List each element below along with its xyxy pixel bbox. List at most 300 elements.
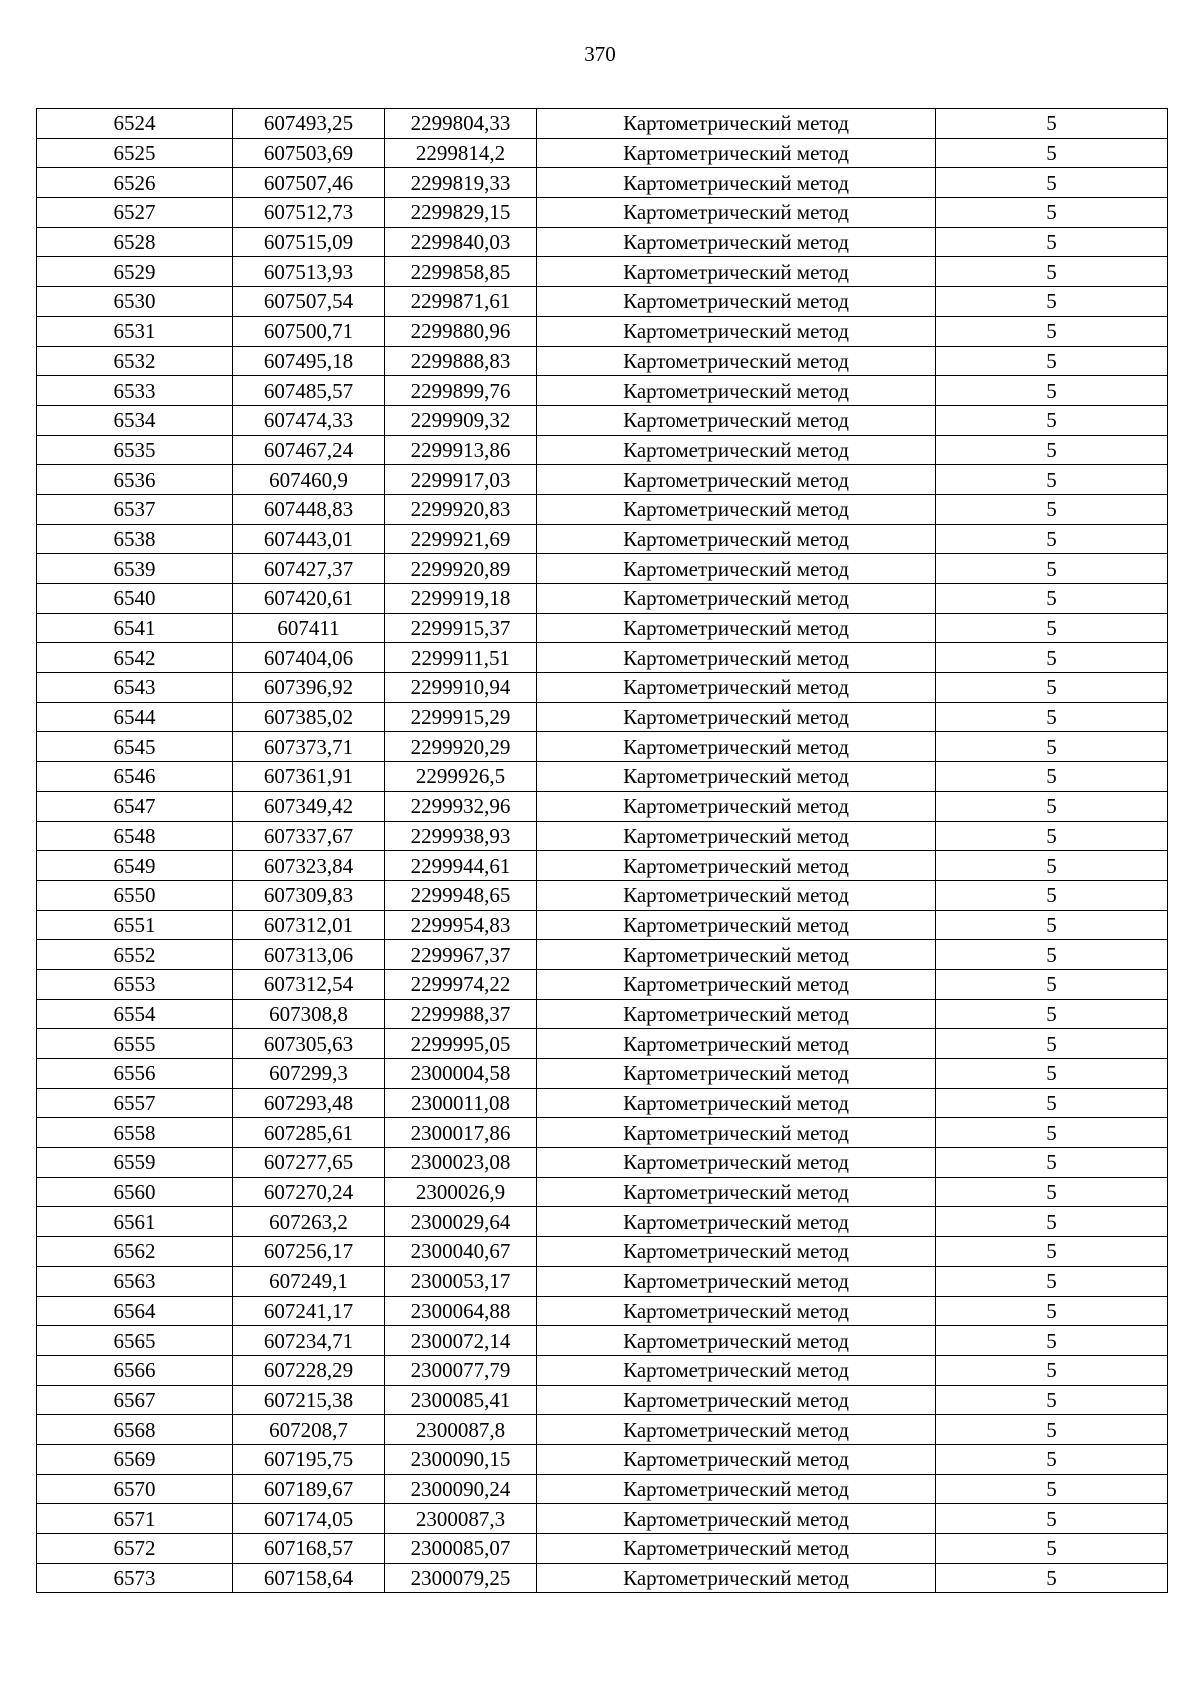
- method-cell: Картометрический метод: [537, 554, 936, 584]
- y-coordinate-cell: 2299921,69: [385, 524, 537, 554]
- y-coordinate-cell: 2300087,3: [385, 1504, 537, 1534]
- y-coordinate-cell: 2299814,2: [385, 138, 537, 168]
- point-number-cell: 6565: [37, 1326, 233, 1356]
- y-coordinate-cell: 2300004,58: [385, 1059, 537, 1089]
- accuracy-cell: 5: [936, 1385, 1168, 1415]
- table-row: [37, 613, 1168, 643]
- x-coordinate-cell: 607263,2: [233, 1207, 385, 1237]
- point-number-cell: 6543: [37, 673, 233, 703]
- x-coordinate-cell: 607500,71: [233, 316, 385, 346]
- point-number-cell: 6529: [37, 257, 233, 287]
- x-coordinate-cell: 607493,25: [233, 109, 385, 139]
- point-number-cell: 6559: [37, 1148, 233, 1178]
- table-row: [37, 1088, 1168, 1118]
- point-number-cell: 6572: [37, 1534, 233, 1564]
- x-coordinate-cell: 607228,29: [233, 1355, 385, 1385]
- point-number-cell: 6526: [37, 168, 233, 198]
- table-row: [37, 287, 1168, 317]
- method-cell: Картометрический метод: [537, 1444, 936, 1474]
- table-row: [37, 1385, 1168, 1415]
- table-row: [37, 1355, 1168, 1385]
- point-number-cell: 6535: [37, 435, 233, 465]
- point-number-cell: 6525: [37, 138, 233, 168]
- point-number-cell: 6528: [37, 227, 233, 257]
- table-row: [37, 1266, 1168, 1296]
- x-coordinate-cell: 607361,91: [233, 762, 385, 792]
- y-coordinate-cell: 2300017,86: [385, 1118, 537, 1148]
- method-cell: Картометрический метод: [537, 1563, 936, 1593]
- table-row: [37, 1059, 1168, 1089]
- accuracy-cell: 5: [936, 643, 1168, 673]
- accuracy-cell: 5: [936, 109, 1168, 139]
- table-row: [37, 465, 1168, 495]
- table-row: [37, 821, 1168, 851]
- accuracy-cell: 5: [936, 1059, 1168, 1089]
- x-coordinate-cell: 607293,48: [233, 1088, 385, 1118]
- table-row: [37, 1504, 1168, 1534]
- x-coordinate-cell: 607485,57: [233, 376, 385, 406]
- method-cell: Картометрический метод: [537, 405, 936, 435]
- table-row: [37, 405, 1168, 435]
- x-coordinate-cell: 607308,8: [233, 999, 385, 1029]
- method-cell: Картометрический метод: [537, 1266, 936, 1296]
- point-number-cell: 6538: [37, 524, 233, 554]
- accuracy-cell: 5: [936, 1296, 1168, 1326]
- x-coordinate-cell: 607309,83: [233, 880, 385, 910]
- y-coordinate-cell: 2299858,85: [385, 257, 537, 287]
- x-coordinate-cell: 607337,67: [233, 821, 385, 851]
- point-number-cell: 6570: [37, 1474, 233, 1504]
- x-coordinate-cell: 607305,63: [233, 1029, 385, 1059]
- y-coordinate-cell: 2299954,83: [385, 910, 537, 940]
- point-number-cell: 6571: [37, 1504, 233, 1534]
- table-row: [37, 969, 1168, 999]
- y-coordinate-cell: 2299948,65: [385, 880, 537, 910]
- y-coordinate-cell: 2300023,08: [385, 1148, 537, 1178]
- method-cell: Картометрический метод: [537, 821, 936, 851]
- y-coordinate-cell: 2300079,25: [385, 1563, 537, 1593]
- method-cell: Картометрический метод: [537, 673, 936, 703]
- x-coordinate-cell: 607507,54: [233, 287, 385, 317]
- method-cell: Картометрический метод: [537, 435, 936, 465]
- accuracy-cell: 5: [936, 1415, 1168, 1445]
- accuracy-cell: 5: [936, 138, 1168, 168]
- accuracy-cell: 5: [936, 1029, 1168, 1059]
- x-coordinate-cell: 607277,65: [233, 1148, 385, 1178]
- point-number-cell: 6541: [37, 613, 233, 643]
- x-coordinate-cell: 607411: [233, 613, 385, 643]
- method-cell: Картометрический метод: [537, 732, 936, 762]
- table-row: [37, 138, 1168, 168]
- coordinates-table-body: [37, 109, 1168, 1593]
- x-coordinate-cell: 607467,24: [233, 435, 385, 465]
- point-number-cell: 6553: [37, 969, 233, 999]
- accuracy-cell: 5: [936, 435, 1168, 465]
- accuracy-cell: 5: [936, 1088, 1168, 1118]
- y-coordinate-cell: 2300029,64: [385, 1207, 537, 1237]
- x-coordinate-cell: 607404,06: [233, 643, 385, 673]
- table-row: [37, 1237, 1168, 1267]
- method-cell: Картометрический метод: [537, 702, 936, 732]
- page-number: 370: [584, 42, 616, 66]
- x-coordinate-cell: 607256,17: [233, 1237, 385, 1267]
- y-coordinate-cell: 2299804,33: [385, 109, 537, 139]
- method-cell: Картометрический метод: [537, 1504, 936, 1534]
- x-coordinate-cell: 607270,24: [233, 1177, 385, 1207]
- table-row: [37, 1415, 1168, 1445]
- y-coordinate-cell: 2299920,29: [385, 732, 537, 762]
- accuracy-cell: 5: [936, 1237, 1168, 1267]
- accuracy-cell: 5: [936, 940, 1168, 970]
- table-row: [37, 168, 1168, 198]
- y-coordinate-cell: 2299920,89: [385, 554, 537, 584]
- y-coordinate-cell: 2300053,17: [385, 1266, 537, 1296]
- point-number-cell: 6549: [37, 851, 233, 881]
- x-coordinate-cell: 607168,57: [233, 1534, 385, 1564]
- y-coordinate-cell: 2299840,03: [385, 227, 537, 257]
- point-number-cell: 6531: [37, 316, 233, 346]
- table-row: [37, 227, 1168, 257]
- method-cell: Картометрический метод: [537, 287, 936, 317]
- method-cell: Картометрический метод: [537, 851, 936, 881]
- y-coordinate-cell: 2299910,94: [385, 673, 537, 703]
- accuracy-cell: 5: [936, 584, 1168, 614]
- table-row: [37, 791, 1168, 821]
- method-cell: Картометрический метод: [537, 494, 936, 524]
- table-row: [37, 1177, 1168, 1207]
- y-coordinate-cell: 2300085,41: [385, 1385, 537, 1415]
- x-coordinate-cell: 607503,69: [233, 138, 385, 168]
- y-coordinate-cell: 2299888,83: [385, 346, 537, 376]
- point-number-cell: 6550: [37, 880, 233, 910]
- method-cell: Картометрический метод: [537, 613, 936, 643]
- y-coordinate-cell: 2299917,03: [385, 465, 537, 495]
- point-number-cell: 6545: [37, 732, 233, 762]
- table-row: [37, 1534, 1168, 1564]
- y-coordinate-cell: 2299967,37: [385, 940, 537, 970]
- method-cell: Картометрический метод: [537, 643, 936, 673]
- point-number-cell: 6558: [37, 1118, 233, 1148]
- accuracy-cell: 5: [936, 1474, 1168, 1504]
- y-coordinate-cell: 2300040,67: [385, 1237, 537, 1267]
- accuracy-cell: 5: [936, 287, 1168, 317]
- table-row: [37, 346, 1168, 376]
- point-number-cell: 6564: [37, 1296, 233, 1326]
- accuracy-cell: 5: [936, 1326, 1168, 1356]
- method-cell: Картометрический метод: [537, 1088, 936, 1118]
- accuracy-cell: 5: [936, 494, 1168, 524]
- table-row: [37, 1326, 1168, 1356]
- table-row: [37, 316, 1168, 346]
- point-number-cell: 6540: [37, 584, 233, 614]
- y-coordinate-cell: 2299899,76: [385, 376, 537, 406]
- y-coordinate-cell: 2299988,37: [385, 999, 537, 1029]
- y-coordinate-cell: 2299880,96: [385, 316, 537, 346]
- x-coordinate-cell: 607515,09: [233, 227, 385, 257]
- table-row: [37, 1148, 1168, 1178]
- table-row: [37, 880, 1168, 910]
- method-cell: Картометрический метод: [537, 198, 936, 228]
- table-row: [37, 643, 1168, 673]
- accuracy-cell: 5: [936, 969, 1168, 999]
- accuracy-cell: 5: [936, 732, 1168, 762]
- accuracy-cell: 5: [936, 1266, 1168, 1296]
- x-coordinate-cell: 607460,9: [233, 465, 385, 495]
- y-coordinate-cell: 2299871,61: [385, 287, 537, 317]
- accuracy-cell: 5: [936, 821, 1168, 851]
- table-row: [37, 257, 1168, 287]
- accuracy-cell: 5: [936, 910, 1168, 940]
- x-coordinate-cell: 607299,3: [233, 1059, 385, 1089]
- x-coordinate-cell: 607189,67: [233, 1474, 385, 1504]
- x-coordinate-cell: 607285,61: [233, 1118, 385, 1148]
- point-number-cell: 6547: [37, 791, 233, 821]
- table-row: [37, 1444, 1168, 1474]
- x-coordinate-cell: 607241,17: [233, 1296, 385, 1326]
- accuracy-cell: 5: [936, 1118, 1168, 1148]
- x-coordinate-cell: 607313,06: [233, 940, 385, 970]
- y-coordinate-cell: 2300077,79: [385, 1355, 537, 1385]
- point-number-cell: 6546: [37, 762, 233, 792]
- method-cell: Картометрический метод: [537, 1355, 936, 1385]
- y-coordinate-cell: 2300087,8: [385, 1415, 537, 1445]
- method-cell: Картометрический метод: [537, 880, 936, 910]
- table-row: [37, 732, 1168, 762]
- y-coordinate-cell: 2299913,86: [385, 435, 537, 465]
- x-coordinate-cell: 607373,71: [233, 732, 385, 762]
- x-coordinate-cell: 607208,7: [233, 1415, 385, 1445]
- y-coordinate-cell: 2299819,33: [385, 168, 537, 198]
- point-number-cell: 6536: [37, 465, 233, 495]
- x-coordinate-cell: 607443,01: [233, 524, 385, 554]
- table-row: [37, 494, 1168, 524]
- y-coordinate-cell: 2299909,32: [385, 405, 537, 435]
- coordinates-table: [36, 108, 1168, 1593]
- point-number-cell: 6524: [37, 109, 233, 139]
- method-cell: Картометрический метод: [537, 168, 936, 198]
- point-number-cell: 6534: [37, 405, 233, 435]
- y-coordinate-cell: 2299974,22: [385, 969, 537, 999]
- table-row: [37, 999, 1168, 1029]
- method-cell: Картометрический метод: [537, 1474, 936, 1504]
- y-coordinate-cell: 2299915,29: [385, 702, 537, 732]
- y-coordinate-cell: 2300090,15: [385, 1444, 537, 1474]
- x-coordinate-cell: 607495,18: [233, 346, 385, 376]
- accuracy-cell: 5: [936, 257, 1168, 287]
- accuracy-cell: 5: [936, 346, 1168, 376]
- method-cell: Картометрический метод: [537, 1148, 936, 1178]
- table-row: [37, 1118, 1168, 1148]
- x-coordinate-cell: 607323,84: [233, 851, 385, 881]
- table-row: [37, 851, 1168, 881]
- table-row: [37, 554, 1168, 584]
- method-cell: Картометрический метод: [537, 1326, 936, 1356]
- accuracy-cell: 5: [936, 465, 1168, 495]
- y-coordinate-cell: 2300090,24: [385, 1474, 537, 1504]
- x-coordinate-cell: 607396,92: [233, 673, 385, 703]
- accuracy-cell: 5: [936, 673, 1168, 703]
- x-coordinate-cell: 607234,71: [233, 1326, 385, 1356]
- point-number-cell: 6566: [37, 1355, 233, 1385]
- accuracy-cell: 5: [936, 554, 1168, 584]
- point-number-cell: 6539: [37, 554, 233, 584]
- point-number-cell: 6561: [37, 1207, 233, 1237]
- method-cell: Картометрический метод: [537, 1029, 936, 1059]
- method-cell: Картометрический метод: [537, 376, 936, 406]
- accuracy-cell: 5: [936, 1444, 1168, 1474]
- y-coordinate-cell: 2299829,15: [385, 198, 537, 228]
- method-cell: Картометрический метод: [537, 999, 936, 1029]
- method-cell: Картометрический метод: [537, 762, 936, 792]
- x-coordinate-cell: 607174,05: [233, 1504, 385, 1534]
- x-coordinate-cell: 607215,38: [233, 1385, 385, 1415]
- accuracy-cell: 5: [936, 702, 1168, 732]
- accuracy-cell: 5: [936, 316, 1168, 346]
- accuracy-cell: 5: [936, 999, 1168, 1029]
- accuracy-cell: 5: [936, 1148, 1168, 1178]
- table-row: [37, 1563, 1168, 1593]
- table-row: [37, 1296, 1168, 1326]
- method-cell: Картометрический метод: [537, 584, 936, 614]
- y-coordinate-cell: 2299938,93: [385, 821, 537, 851]
- table-row: [37, 910, 1168, 940]
- table-row: [37, 1029, 1168, 1059]
- point-number-cell: 6567: [37, 1385, 233, 1415]
- point-number-cell: 6533: [37, 376, 233, 406]
- method-cell: Картометрический метод: [537, 1534, 936, 1564]
- x-coordinate-cell: 607312,01: [233, 910, 385, 940]
- table-row: [37, 702, 1168, 732]
- y-coordinate-cell: 2299919,18: [385, 584, 537, 614]
- accuracy-cell: 5: [936, 762, 1168, 792]
- y-coordinate-cell: 2299932,96: [385, 791, 537, 821]
- y-coordinate-cell: 2300026,9: [385, 1177, 537, 1207]
- method-cell: Картометрический метод: [537, 1207, 936, 1237]
- method-cell: Картометрический метод: [537, 969, 936, 999]
- x-coordinate-cell: 607427,37: [233, 554, 385, 584]
- accuracy-cell: 5: [936, 524, 1168, 554]
- method-cell: Картометрический метод: [537, 346, 936, 376]
- point-number-cell: 6557: [37, 1088, 233, 1118]
- accuracy-cell: 5: [936, 613, 1168, 643]
- accuracy-cell: 5: [936, 1177, 1168, 1207]
- x-coordinate-cell: 607158,64: [233, 1563, 385, 1593]
- y-coordinate-cell: 2299911,51: [385, 643, 537, 673]
- table-row: [37, 435, 1168, 465]
- method-cell: Картометрический метод: [537, 791, 936, 821]
- method-cell: Картометрический метод: [537, 465, 936, 495]
- method-cell: Картометрический метод: [537, 138, 936, 168]
- method-cell: Картометрический метод: [537, 1237, 936, 1267]
- accuracy-cell: 5: [936, 1563, 1168, 1593]
- point-number-cell: 6552: [37, 940, 233, 970]
- point-number-cell: 6569: [37, 1444, 233, 1474]
- y-coordinate-cell: 2299920,83: [385, 494, 537, 524]
- table-row: [37, 762, 1168, 792]
- point-number-cell: 6544: [37, 702, 233, 732]
- point-number-cell: 6532: [37, 346, 233, 376]
- table-row: [37, 524, 1168, 554]
- accuracy-cell: 5: [936, 880, 1168, 910]
- point-number-cell: 6527: [37, 198, 233, 228]
- accuracy-cell: 5: [936, 227, 1168, 257]
- method-cell: Картометрический метод: [537, 1385, 936, 1415]
- accuracy-cell: 5: [936, 1207, 1168, 1237]
- table-row: [37, 584, 1168, 614]
- method-cell: Картометрический метод: [537, 524, 936, 554]
- method-cell: Картометрический метод: [537, 910, 936, 940]
- method-cell: Картометрический метод: [537, 1118, 936, 1148]
- point-number-cell: 6556: [37, 1059, 233, 1089]
- table-row: [37, 940, 1168, 970]
- accuracy-cell: 5: [936, 1355, 1168, 1385]
- method-cell: Картометрический метод: [537, 227, 936, 257]
- accuracy-cell: 5: [936, 376, 1168, 406]
- method-cell: Картометрический метод: [537, 1415, 936, 1445]
- x-coordinate-cell: 607195,75: [233, 1444, 385, 1474]
- point-number-cell: 6542: [37, 643, 233, 673]
- point-number-cell: 6551: [37, 910, 233, 940]
- accuracy-cell: 5: [936, 405, 1168, 435]
- method-cell: Картометрический метод: [537, 316, 936, 346]
- y-coordinate-cell: 2299995,05: [385, 1029, 537, 1059]
- x-coordinate-cell: 607349,42: [233, 791, 385, 821]
- point-number-cell: 6554: [37, 999, 233, 1029]
- accuracy-cell: 5: [936, 198, 1168, 228]
- x-coordinate-cell: 607512,73: [233, 198, 385, 228]
- y-coordinate-cell: 2299915,37: [385, 613, 537, 643]
- point-number-cell: 6560: [37, 1177, 233, 1207]
- method-cell: Картометрический метод: [537, 1059, 936, 1089]
- y-coordinate-cell: 2300064,88: [385, 1296, 537, 1326]
- x-coordinate-cell: 607507,46: [233, 168, 385, 198]
- table-row: [37, 198, 1168, 228]
- x-coordinate-cell: 607420,61: [233, 584, 385, 614]
- y-coordinate-cell: 2300011,08: [385, 1088, 537, 1118]
- table-row: [37, 1474, 1168, 1504]
- point-number-cell: 6548: [37, 821, 233, 851]
- x-coordinate-cell: 607474,33: [233, 405, 385, 435]
- method-cell: Картометрический метод: [537, 940, 936, 970]
- y-coordinate-cell: 2299944,61: [385, 851, 537, 881]
- point-number-cell: 6555: [37, 1029, 233, 1059]
- method-cell: Картометрический метод: [537, 109, 936, 139]
- point-number-cell: 6573: [37, 1563, 233, 1593]
- point-number-cell: 6562: [37, 1237, 233, 1267]
- y-coordinate-cell: 2300085,07: [385, 1534, 537, 1564]
- method-cell: Картометрический метод: [537, 257, 936, 287]
- point-number-cell: 6537: [37, 494, 233, 524]
- x-coordinate-cell: 607312,54: [233, 969, 385, 999]
- accuracy-cell: 5: [936, 791, 1168, 821]
- accuracy-cell: 5: [936, 1504, 1168, 1534]
- x-coordinate-cell: 607513,93: [233, 257, 385, 287]
- table-row: [37, 109, 1168, 139]
- table-row: [37, 1207, 1168, 1237]
- x-coordinate-cell: 607385,02: [233, 702, 385, 732]
- accuracy-cell: 5: [936, 1534, 1168, 1564]
- x-coordinate-cell: 607448,83: [233, 494, 385, 524]
- point-number-cell: 6568: [37, 1415, 233, 1445]
- method-cell: Картометрический метод: [537, 1177, 936, 1207]
- point-number-cell: 6530: [37, 287, 233, 317]
- table-row: [37, 376, 1168, 406]
- y-coordinate-cell: 2300072,14: [385, 1326, 537, 1356]
- y-coordinate-cell: 2299926,5: [385, 762, 537, 792]
- x-coordinate-cell: 607249,1: [233, 1266, 385, 1296]
- accuracy-cell: 5: [936, 168, 1168, 198]
- method-cell: Картометрический метод: [537, 1296, 936, 1326]
